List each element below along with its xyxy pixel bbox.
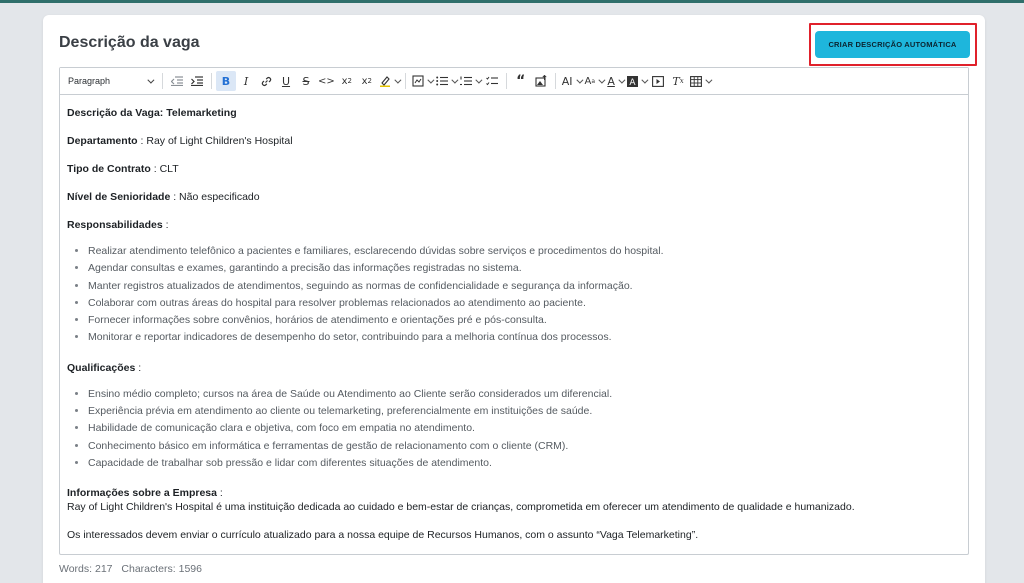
rich-text-editor bbox=[59, 67, 969, 555]
subscript-icon[interactable]: x 2 bbox=[341, 75, 352, 87]
department-line bbox=[67, 134, 961, 148]
toolbar-divider bbox=[405, 73, 406, 89]
numbered-list-icon[interactable] bbox=[458, 71, 482, 91]
company-heading bbox=[67, 486, 961, 500]
todo-list-icon[interactable] bbox=[482, 71, 502, 91]
chevron-down-icon bbox=[147, 76, 154, 83]
qualifications-heading bbox=[67, 361, 961, 375]
contract-value: : CLT bbox=[150, 163, 179, 175]
seniority-label: Nível de Senioridade bbox=[67, 191, 171, 203]
outdent-icon[interactable] bbox=[167, 71, 187, 91]
editor-toolbar bbox=[60, 68, 968, 95]
table-icon[interactable] bbox=[688, 71, 712, 91]
bulleted-list-icon[interactable] bbox=[434, 71, 458, 91]
company-text: Ray of Light Children's Hospital é uma instituição dedicada ao cuidado e bem-estar de crianças, comprometida em oferecer um atendimento de qualidade e humanizado. bbox=[67, 501, 855, 514]
heading-suffix: : bbox=[135, 361, 142, 374]
department-value: : Ray of Light Children's Hospital bbox=[137, 135, 293, 147]
insert-media-icon[interactable] bbox=[410, 71, 434, 91]
responsibilities-label: Responsabilidades bbox=[67, 219, 163, 231]
media-embed-icon[interactable] bbox=[648, 71, 668, 91]
top-accent-line bbox=[0, 0, 1024, 3]
list-item: • Ensino médio completo; cursos na área de Saúde ou Atendimento ao Cliente serão considerados um diferencial. bbox=[88, 386, 961, 403]
word-count: Words: 217 bbox=[59, 563, 113, 575]
responsibilities-list bbox=[67, 243, 961, 347]
toolbar-divider bbox=[211, 73, 212, 89]
qualifications-label: Qualificações bbox=[67, 361, 136, 374]
remove-format-icon[interactable]: T x bbox=[672, 74, 684, 88]
job-description-card bbox=[43, 15, 985, 583]
underline-icon[interactable]: U bbox=[281, 74, 291, 88]
font-background-icon[interactable] bbox=[625, 71, 648, 91]
code-icon[interactable]: <> bbox=[318, 75, 335, 87]
list-item: • Manter registros atualizados de atendimentos, seguindo as normas de confidencialidade e segurança da informação. bbox=[88, 278, 961, 295]
heading-suffix: : bbox=[216, 487, 223, 500]
responsibilities-heading bbox=[67, 218, 961, 232]
italic-icon[interactable]: I bbox=[243, 74, 249, 88]
character-count: Characters: 1596 bbox=[121, 563, 202, 575]
superscript-icon[interactable]: x 2 bbox=[361, 75, 372, 87]
list-item: • Experiência prévia em atendimento ao cliente ou telemarketing, preferencialmente em instituições de saúde. bbox=[88, 403, 961, 420]
list-item: • Realizar atendimento telefônico a pacientes e familiares, esclarecendo dúvidas sobre serviços e procedimentos do hospital. bbox=[88, 243, 961, 260]
blockquote-icon[interactable]: “ bbox=[516, 73, 526, 89]
seniority-value: : Não especificado bbox=[170, 191, 260, 203]
font-family-icon[interactable]: A a bbox=[583, 71, 606, 91]
contract-label: Tipo de Contrato bbox=[67, 163, 151, 175]
link-icon[interactable] bbox=[256, 71, 276, 91]
image-upload-icon[interactable] bbox=[531, 71, 551, 91]
toolbar-divider bbox=[555, 73, 556, 89]
svg-text:A: A bbox=[629, 77, 636, 87]
bold-icon[interactable]: B bbox=[216, 71, 236, 91]
list-item: • Conhecimento básico em informática e ferramentas de gestão de relacionamento com o cliente (CRM). bbox=[88, 438, 961, 455]
heading-suffix: : bbox=[162, 219, 169, 231]
card-title: Descrição da vaga bbox=[59, 34, 200, 51]
list-item: • Habilidade de comunicação clara e objetiva, com foco em empatia no atendimento. bbox=[88, 420, 961, 437]
paragraph-style-select[interactable] bbox=[68, 71, 158, 91]
font-color-icon[interactable]: A bbox=[605, 71, 625, 91]
word-count-footer bbox=[59, 563, 202, 575]
department-label: Departamento bbox=[67, 135, 138, 147]
highlight-icon[interactable] bbox=[377, 71, 401, 91]
list-item: • Colaborar com outras áreas do hospital para resolver problemas relacionados ao atendimento ao paciente. bbox=[88, 295, 961, 312]
qualifications-list bbox=[67, 386, 961, 472]
company-label: Informações sobre a Empresa bbox=[67, 487, 217, 500]
create-auto-description-button[interactable]: CRIAR DESCRIÇÃO AUTOMÁTICA bbox=[815, 31, 970, 58]
toolbar-divider bbox=[162, 73, 163, 89]
closing-text: Os interessados devem enviar o currículo atualizado para a nossa equipe de Recursos Humanos, com o assunto “Vaga Telemarketing”. bbox=[67, 529, 699, 542]
editor-content[interactable] bbox=[60, 95, 968, 542]
list-item: • Monitorar e reportar indicadores de desempenho do setor, contribuindo para a melhoria contínua dos processos. bbox=[88, 329, 961, 346]
contract-line bbox=[67, 162, 961, 176]
list-item: • Capacidade de trabalhar sob pressão e lidar com diferentes situações de atendimento. bbox=[88, 455, 961, 472]
job-heading bbox=[67, 106, 961, 120]
toolbar-divider bbox=[506, 73, 507, 89]
list-item: • Fornecer informações sobre convênios, horários de atendimento e orientações pré e pós-consulta. bbox=[88, 312, 961, 329]
job-heading-label: Descrição da Vaga: Telemarketing bbox=[67, 107, 237, 119]
strikethrough-icon[interactable]: S bbox=[302, 74, 310, 88]
paragraph-style-label: Paragraph bbox=[68, 76, 111, 86]
seniority-line bbox=[67, 190, 961, 204]
font-size-icon[interactable]: AI bbox=[560, 71, 583, 91]
list-item: • Agendar consultas e exames, garantindo a precisão das informações registradas no sistema. bbox=[88, 260, 961, 277]
indent-icon[interactable] bbox=[187, 71, 207, 91]
